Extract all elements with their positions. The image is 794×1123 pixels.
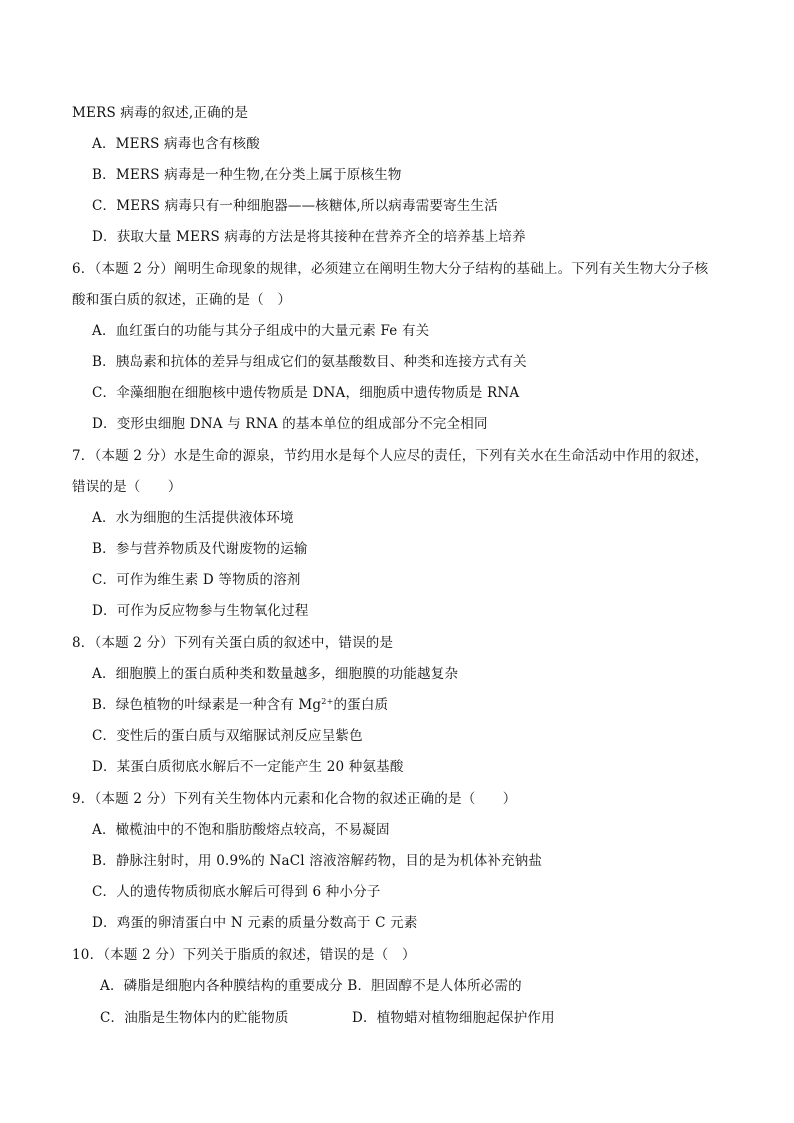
q6-option-b: B．胰岛素和抗体的差异与组成它们的氨基酸数目、种类和连接方式有关	[92, 354, 527, 370]
q7-stem-line1: 7．（本题 2 分）水是生命的源泉，节约用水是每个人应尽的责任，下列有关水在生命活动中作用的叙述，	[72, 448, 709, 464]
q10-stem: 10．（本题 2 分）下列关于脂质的叙述，错误的是（ ）	[72, 947, 416, 963]
q10-option-c: C．油脂是生物体内的贮能物质	[100, 1010, 289, 1026]
q5-option-c: C．MERS 病毒只有一种细胞器——核糖体,所以病毒需要寄生生活	[92, 198, 498, 214]
q7-option-c: C．可作为维生素 D 等物质的溶剂	[92, 572, 301, 588]
q9-option-b: B．静脉注射时，用 0.9%的 NaCl 溶液溶解药物，目的是为机体补充钠盐	[92, 853, 543, 869]
q10-options-row1: A．磷脂是细胞内各种膜结构的重要成分 B．胆固醇不是人体所必需的	[100, 978, 522, 994]
q9-option-d: D．鸡蛋的卵清蛋白中 N 元素的质量分数高于 C 元素	[92, 915, 418, 931]
q8-option-a: A．细胞膜上的蛋白质种类和数量越多，细胞膜的功能越复杂	[92, 666, 459, 682]
q8-option-b-superscript: 2+	[321, 697, 334, 706]
q9-option-c: C．人的遗传物质彻底水解后可得到 6 种小分子	[92, 884, 381, 900]
q6-stem-line1: 6．（本题 2 分）阐明生命现象的规律，必须建立在阐明生物大分子结构的基础上。下列有关生物大分子核	[72, 261, 709, 277]
q8-option-b-text: B．绿色植物的叶绿素是一种含有 Mg	[92, 697, 322, 713]
q7-option-b: B．参与营养物质及代谢废物的运输	[92, 541, 308, 557]
q8-stem: 8．（本题 2 分）下列有关蛋白质的叙述中，错误的是	[72, 635, 394, 651]
q5-option-d: D．获取大量 MERS 病毒的方法是将其接种在营养齐全的培养基上培养	[92, 229, 526, 245]
q6-option-d: D．变形虫细胞 DNA 与 RNA 的基本单位的组成部分不完全相同	[92, 416, 488, 432]
q6-option-a: A．血红蛋白的功能与其分子组成中的大量元素 Fe 有关	[92, 323, 430, 339]
q8-option-b-tail: 的蛋白质	[333, 697, 389, 713]
q10-option-d: D．植物蜡对植物细胞起保护作用	[352, 1010, 555, 1026]
q6-option-c: C．伞藻细胞在细胞核中遗传物质是 DNA，细胞质中遗传物质是 RNA	[92, 385, 520, 401]
q7-option-d: D．可作为反应物参与生物氧化过程	[92, 603, 309, 619]
q9-stem: 9．（本题 2 分）下列有关生物体内元素和化合物的叙述正确的是（ ）	[72, 791, 517, 807]
q5-option-b: B．MERS 病毒是一种生物,在分类上属于原核生物	[92, 167, 402, 183]
q6-stem-line2: 酸和蛋白质的叙述，正确的是（ ）	[72, 292, 292, 308]
q5-option-a: A．MERS 病毒也含有核酸	[92, 136, 260, 152]
q5-stem: MERS 病毒的叙述,正确的是	[72, 105, 249, 121]
q8-option-d: D．某蛋白质彻底水解后不一定能产生 20 种氨基酸	[92, 759, 404, 775]
q9-option-a: A．橄榄油中的不饱和脂肪酸熔点较高，不易凝固	[92, 822, 390, 838]
q7-option-a: A．水为细胞的生活提供液体环境	[92, 510, 294, 526]
q8-option-b	[92, 696, 388, 714]
q7-stem-line2: 错误的是（ ）	[72, 479, 182, 495]
q8-option-c: C．变性后的蛋白质与双缩脲试剂反应呈紫色	[92, 728, 363, 744]
